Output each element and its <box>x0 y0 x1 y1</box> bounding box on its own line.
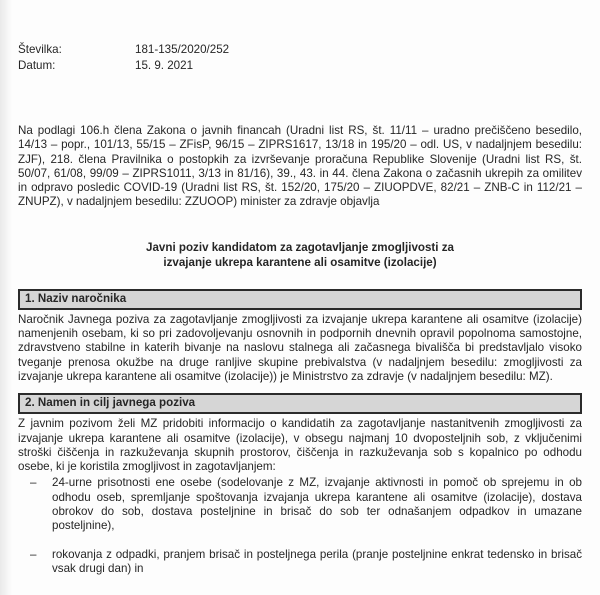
bullet-item-1 <box>18 476 582 533</box>
bullet-2-text: rokovanja z odpadki, pranjem brisač in posteljnega perila (pranje posteljnine enkrat tedensko in brisač vsak drugi dan) in <box>52 547 582 575</box>
section-1-body: Naročnik Javnega poziva za zagotavljanje zmogljivosti za izvajanje ukrepa karantene ali osamitve (izolacije) namenjenih osebam, ki so pri zadovoljevanju osnovnih in podpornih dnevnih opravil popolnoma samostojne, zdravstveno stabilne in katerih bivanje na naslovu stalnega ali začasnega bivališča bi predstavljalo visoko tveganje prenosa okužbe na druge ranljive skupine prebivalstva (v nadaljnjem besedilu: zmogljivosti za izvajanje ukrepa karantene ali osamitve (izolacije)) je Ministrstvo za zdravje (v nadaljnjem besedilu: MZ). <box>18 312 582 383</box>
section-1-heading: 1. Naziv naročnika <box>18 289 582 310</box>
bullet-dash: – <box>30 476 37 490</box>
doc-number-value: 181-135/2020/252 <box>135 43 230 56</box>
doc-date-label: Datum: <box>18 59 56 72</box>
doc-number-label: Številka: <box>18 43 62 56</box>
scan-edge-shade <box>0 0 12 595</box>
bullet-dash: – <box>30 547 37 561</box>
bullet-1-text: 24-urne prisotnosti ene osebe (sodelovanje z MZ, izvajanje aktivnosti in pomoč ob sprejemu in ob odhodu oseb, spremljanje spoštovanja izvajanja ukrepa karantene ali osamitve (izolacije), dostava obrokov do sob, dostava posteljnine in brisač do sob ter odnašanjem odpadkov in umazane posteljnine), <box>52 476 582 533</box>
document-meta <box>18 42 582 74</box>
section-2-body: Z javnim pozivom želi MZ pridobiti informacijo o kandidatih za zagotavljanje nastanitvenih zmogljivosti za izvajanje ukrepa karantene ali osamitve (izolacije), v obsegu najmanj 10 dvoposteljnih sob, z vključenimi stroški čiščenja in razkuževanja skupnih prostorov, čiščenja in razkuževanja sob s kopalnico po odhodu osebe, ki je koristila zmogljivost in zagotavljanjem: <box>18 417 582 474</box>
document-title <box>18 240 582 270</box>
doc-date-value: 15. 9. 2021 <box>135 59 194 72</box>
document-title-line-2: izvajanje ukrepa karantene ali osamitve (izolacije) <box>163 255 437 269</box>
document-title-line-1: Javni poziv kandidatom za zagotavljanje zmogljivosti za <box>146 240 454 254</box>
legal-basis-paragraph: Na podlagi 106.h člena Zakona o javnih financah (Uradni list RS, št. 11/11 – uradno prečiščeno besedilo, 14/13 – popr., 101/13, 55/15 – ZFisP, 96/15 – ZIPRS1617, 13/18 in 195/20 – odl. US, v nadaljnjem besedilu: ZJF), 218. člena Pravilnika o postopkih za izvrševanje proračuna Republike Slovenije (Uradni list RS, št. 50/07, 61/08, 99/09 – ZIPRS1011, 3/13 in 81/16), 39., 43. in 44. člena Zakona o začasnih ukrepih za omilitev in odpravo posledic COVID-19 (Uradni list RS, št. 152/20, 175/20 – ZIUOPDVE, 82/21 – ZNB-C in 112/21 – ZNUPZ), v nadaljnjem besedilu: ZZUOOP) minister za zdravje objavlja <box>18 124 582 209</box>
document-content <box>18 0 582 576</box>
section-2-bullet-list <box>18 476 582 576</box>
doc-number-row <box>18 42 582 58</box>
bullet-item-2 <box>18 548 582 577</box>
doc-date-row <box>18 58 582 74</box>
section-2-heading: 2. Namen in cilj javnega poziva <box>18 393 582 414</box>
